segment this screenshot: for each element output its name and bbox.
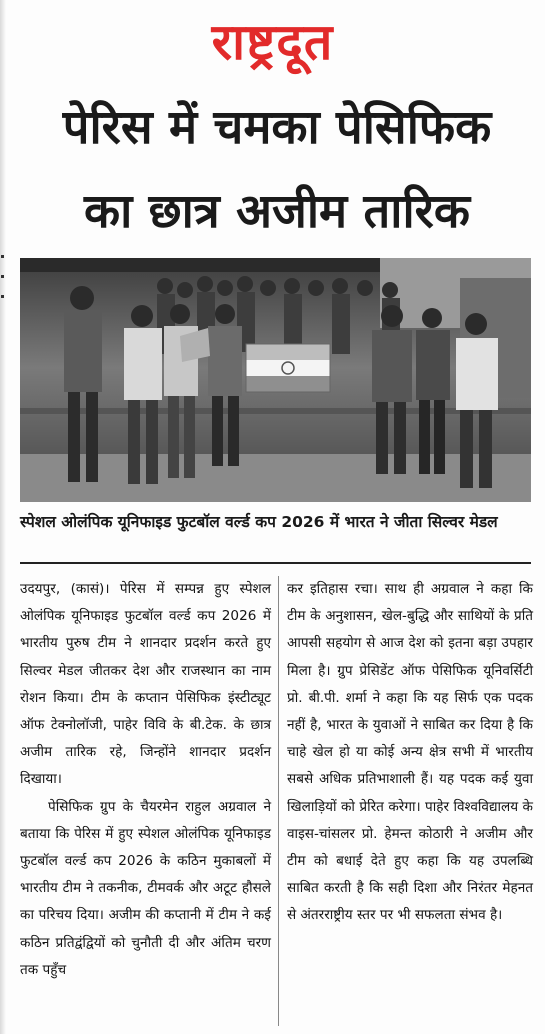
headline-line-2: का छात्र अजीम तारिक (84, 184, 470, 239)
team-photo-illustration (20, 258, 531, 502)
headline-line-1: पेरिस में चमका पेसिफिक (62, 100, 492, 155)
margin-mark (1, 275, 4, 278)
page-edge-shadow (0, 0, 6, 1034)
article-column-1 (20, 576, 271, 984)
newspaper-masthead: राष्ट्रदूत (211, 13, 334, 71)
margin-mark (1, 255, 4, 258)
margin-mark (1, 295, 4, 298)
article-paragraph: कर इतिहास रचा। साथ ही अग्रवाल ने कहा कि टीम के अनुशासन, खेल-बुद्धि और साथियों के प्रति आपसी सहयोग से आज देश को इतना बड़ा उपहार मिला है। ग्रुप प्रेसिडेंट ऑफ पेसिफिक यूनिवर्सिटी प्रो. बी.पी. शर्मा ने कहा कि यह सिर्फ एक पदक नहीं है, भारत के युवाओं ने साबित कर दिया है कि चाहे खेल हो या कोई अन्य क्षेत्र सभी में भारतीय सबसे अधिक प्रतिभाशाली हैं। यह पदक कई युवा खिलाड़ियों को प्रेरित करेगा। पाहेर विश्वविद्यालय के वाइस-चांसलर प्रो. हेमन्त कोठारी ने अजीम और टीम को बधाई देते हुए कहा कि यह उपलब्धि साबित करती है कि सही दिशा और निरंतर मेहनत से अंतरराष्ट्रीय स्तर पर भी सफलता संभव है। (287, 581, 533, 924)
article-paragraph: पेसिफिक ग्रुप के चैयरमेन राहुल अग्रवाल ने बताया कि पेरिस में हुए स्पेशल ओलंपिक यूनिफाइड फुटबॉल वर्ल्ड कप 2026 के कठिन मुकाबलों में भारतीय टीम ने तकनीक, टीमवर्क और अटूट हौसले का परिचय दिया। अजीम की कप्तानी में टीम ने कई कठिन प्रतिद्वंद्वियों को चुनौती दी और अंतिम चरण तक पहुँच (20, 798, 271, 978)
column-divider (278, 576, 279, 1026)
caption-rule (20, 562, 531, 564)
photo-caption: स्पेशल ओलंपिक यूनिफाइड फुटबॉल वर्ल्ड कप 2026 में भारत ने जीता सिल्वर मेडल (20, 513, 498, 531)
article-column-2 (287, 576, 533, 930)
team-photo (20, 258, 531, 502)
article-paragraph: उदयपुर, (कासं)। पेरिस में सम्पन्न हुए स्पेशल ओलंपिक यूनिफाइड फुटबॉल वर्ल्ड कप 2026 में भारतीय पुरुष टीम ने शानदार प्रदर्शन करते हुए सिल्वर मेडल जीतकर देश और राजस्थान का नाम रोशन किया। टीम के कप्तान पेसिफिक इंस्टीट्यूट ऑफ टेक्नोलॉजी, पाहेर विवि के बी.टेक. के छात्र अजीम तारिक रहे, जिन्होंने शानदार प्रदर्शन दिखाया। (20, 581, 271, 788)
